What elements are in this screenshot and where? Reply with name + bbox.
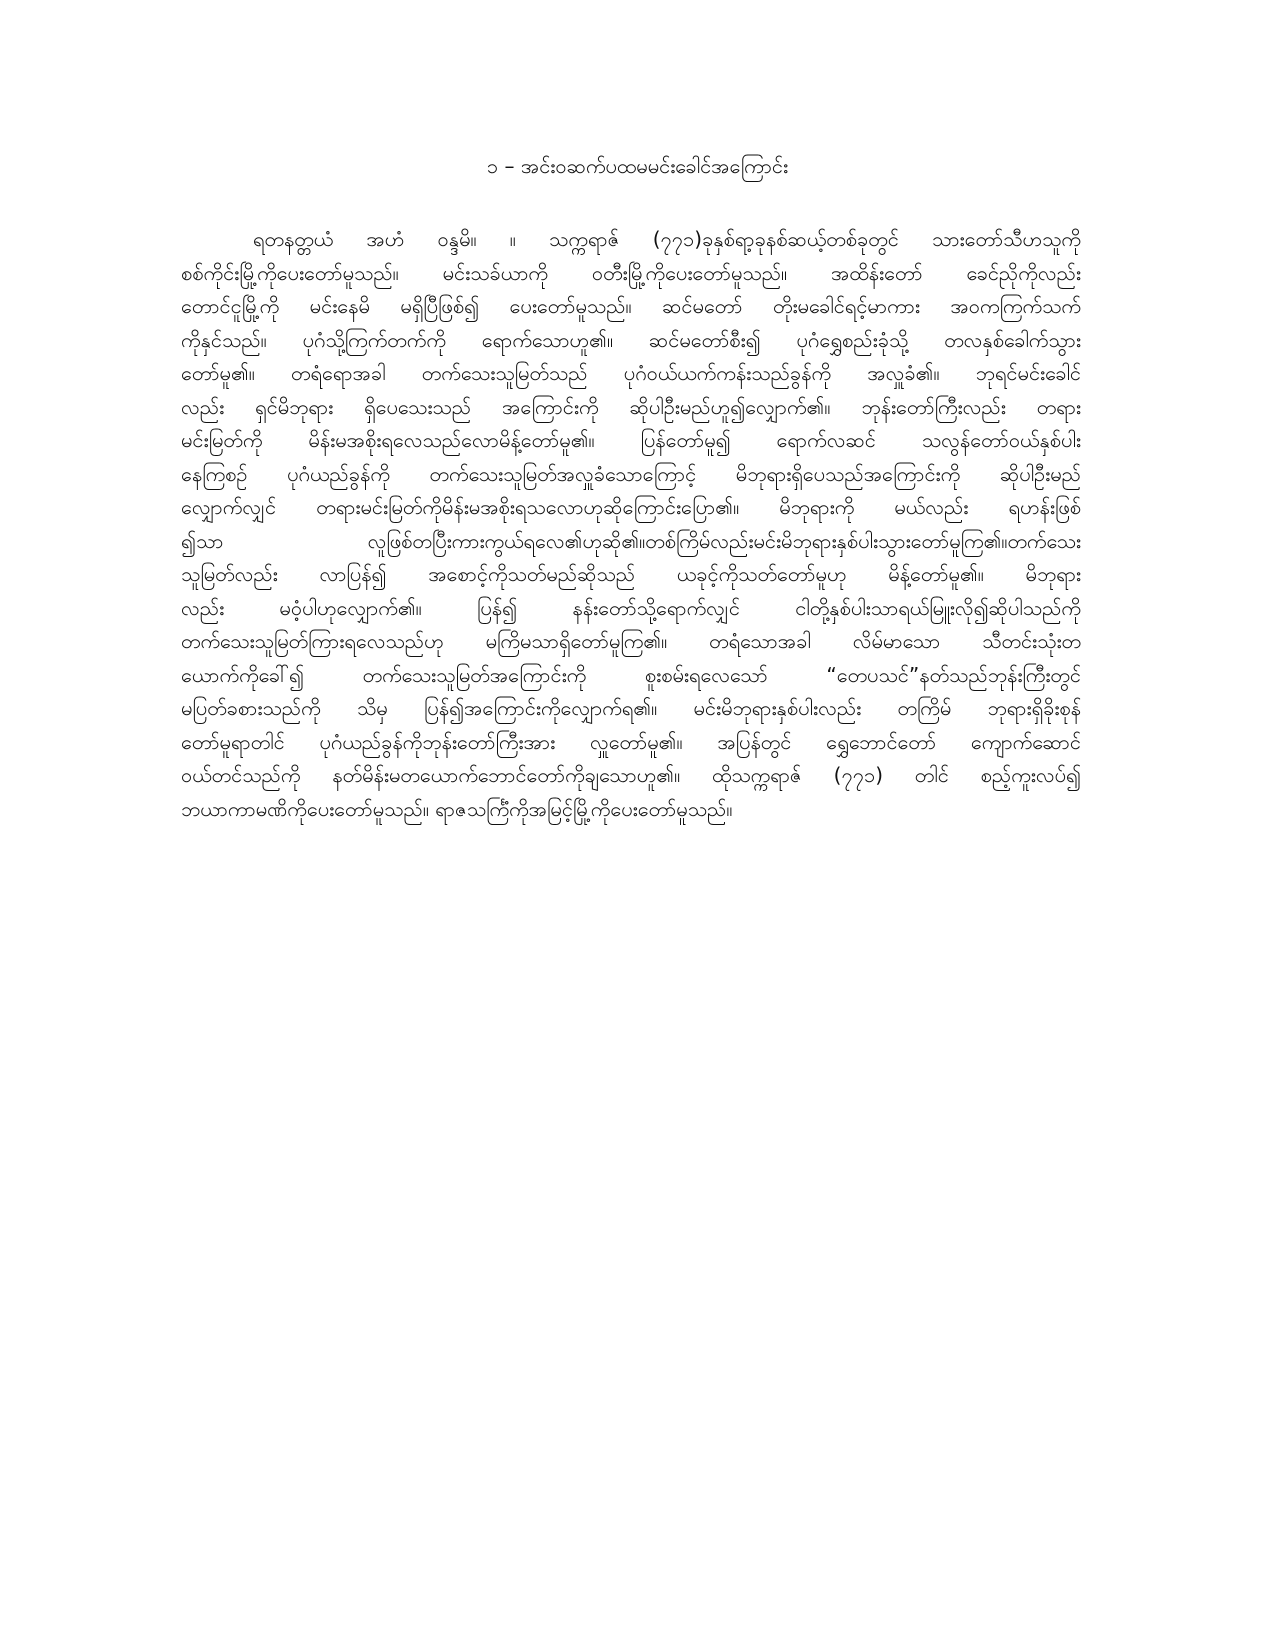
paragraph-line: တောင်ငူမြို့ကို မင်းနေမိ မရှိပြီဖြစ်၍ ပေးတော်မူသည်။ ဆင်မတော် တိုးမခေါင်ရင့်မာကား အဝကကြက်သက် <box>181 294 1081 318</box>
paragraph-line: တော်မူ၏။ တရံရောအခါ တက်သေးသူမြတ်သည် ပုဂံဝယ်ယက်ကန်းသည်ခွန်ကို အလှူခံ၏။ ဘုရင်မင်းခေါင် <box>181 361 1081 385</box>
paragraph-line: လျှောက်လျှင် တရားမင်းမြတ်ကိုမိန်းမအစိုးရသလောဟုဆိုကြောင်းပြော၏။ မိဘုရားကို မယ်လည်း ရဟန်းဖြစ် <box>181 495 1081 519</box>
chapter-heading: ၁ – အင်းဝဆက်ပထမမင်းခေါင်အကြောင်း <box>486 154 789 178</box>
paragraph-line: တက်သေးသူမြတ်ကြားရလေသည်ဟု မကြိမသာရှိတော်မူကြ၏။ တရံသောအခါ လိမ်မာသော သီတင်းသုံးတ <box>181 629 1081 653</box>
paragraph-line: တော်မူရာတါင် ပုဂံယည်ခွန်ကိုဘုန်းတော်ကြီးအား လှူတော်မူ၏။ အပြန်တွင် ရွှေဘောင်တော် ကျောက်ဆောင် <box>181 729 1081 754</box>
paragraph-line: မင်းမြတ်ကို မိန်းမအစိုးရလေသည်လောမိန့်တော်မူ၏။ ပြန်တော်မူ၍ ရောက်လဆင် သလွန်တော်ဝယ်နှစ်ပါး <box>181 428 1081 452</box>
paragraph-line: ဘယာကာမဏိကိုပေးတော်မူသည်။ ရာဇသင်္ကြံကိုအမြင့်မြို့ကိုပေးတော်မူသည်။ <box>181 796 733 821</box>
paragraph-line: မပြတ်ခစားသည်ကို သိမှ ပြန်၍အကြောင်းကိုလျှောက်ရ၏။ မင်းမိဘုရားနှစ်ပါးလည်း တကြိမ် ဘုရားရှိခိုးစုန် <box>181 696 1081 720</box>
paragraph-line: လည်း မဝံ့ပါဟုလျှောက်၏။ ပြန်၍ နန်းတော်သို့ရောက်လျှင် ငါတို့နှစ်ပါးသာရယ်မြူးလို၍ဆိုပါသည်ကို <box>181 595 1081 620</box>
paragraph-line: ၍သာ လူဖြစ်တပြီးကားကွယ်ရလေ၏ဟုဆို၏။တစ်ကြိမ်လည်းမင်းမိဘုရားနှစ်ပါးသွားတော်မူကြ၏။တက်သေး <box>181 528 1081 553</box>
paragraph-line: ယောက်ကိုခေါ်၍ တက်သေးသူမြတ်အကြောင်းကို စူးစမ်းရလေသော် “တေပသင်”နတ်သည်ဘုန်းကြီးတွင် <box>181 662 1081 687</box>
paragraph-line: ရတနတ္တယံ အဟံ ဝန္ဒမိ။ ။ သက္ကရာဇ် (၇၇၁)ခုနှစ်ရာ့ခုနစ်ဆယ့်တစ်ခုတွင် သားတော်သီဟသူကို <box>253 227 1081 251</box>
paragraph-line: သူမြတ်လည်း လာပြန်၍ အစောင့်ကိုသတ်မည်ဆိုသည် ယခုင့်ကိုသတ်တော်မူဟု မိန့်တော်မူ၏။ မိဘုရား <box>181 562 1081 586</box>
body-paragraph <box>181 223 1081 826</box>
paragraph-line: ကိုနှင်သည်။ ပုဂံသို့ကြက်တက်ကို ရောက်သောဟူ၏။ ဆင်မတော်စီး၍ ပုဂံရွှေစည်းခုံသို့ တလနှစ်ခေါက်သွား <box>181 327 1081 352</box>
paragraph-line: ဝယ်တင်သည်ကို နတ်မိန်းမတယောက်ဘောင်တော်ကိုချသောဟူ၏။ ထိုသက္ကရာဇ် (၇၇၁) တါင် စည့်ကူးလပ်၍ <box>181 763 1081 787</box>
paragraph-line: နေကြစဉ် ပုဂံယည်ခွန်ကို တက်သေးသူမြတ်အလှူခံသောကြောင့် မိဘုရားရှိပေသည်အကြောင်းကို ဆိုပါဦးမည် <box>181 461 1081 486</box>
paragraph-line: လည်း ရှင်မိဘုရား ရှိပေသေးသည် အကြောင်းကို ဆိုပါဦးမည်ဟူ၍လျှောက်၏။ ဘုန်းတော်ကြီးလည်း တရား <box>181 394 1081 419</box>
paragraph-line: စစ်ကိုင်းမြို့ကိုပေးတော်မူသည်။ မင်းသခ်ယာကို ဝတီးမြို့ကိုပေးတော်မူသည်။ အထိန်းတော် ခေင်ညိုကိုလည်း <box>181 260 1081 285</box>
